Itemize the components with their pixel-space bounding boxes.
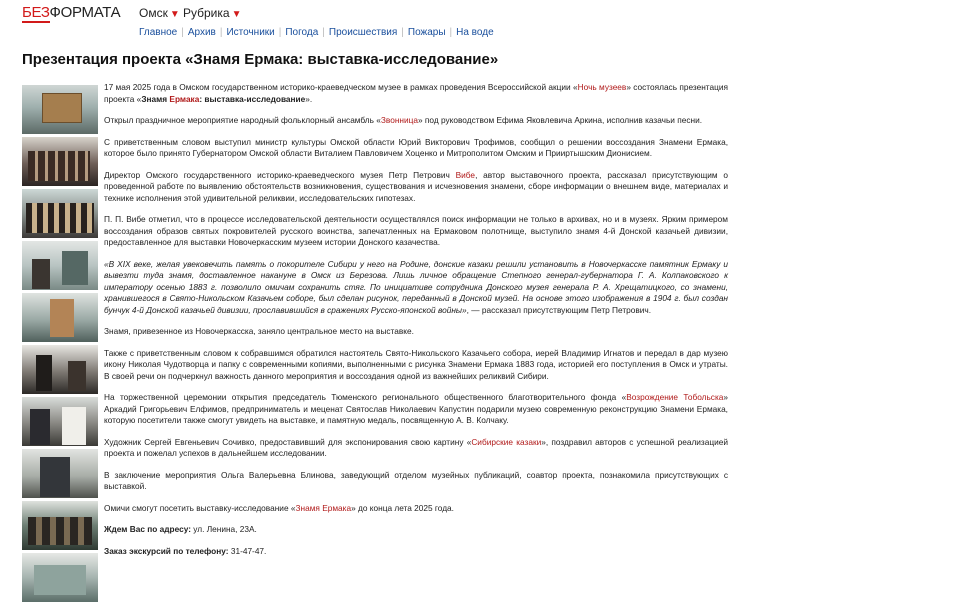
text: » под руководством Ефима Яковлевича Аркина, исполнив казачьи песни. [418,115,703,125]
phone-value: 31-47-47. [228,545,267,556]
link-zvonnitsa[interactable]: Звонница [380,115,418,125]
chevron-down-icon: ▼ [169,9,180,20]
text: , — рассказал присутствующим Петр Петрович. [466,304,652,315]
address-line [104,524,728,536]
text: : выставка-исследование [199,93,306,104]
text: Художник Сергей Евгеньевич Сочивко, предоставивший для экспонирования свою картину « [104,436,472,447]
phone-line [104,546,728,558]
text: Знамя [141,93,170,104]
photo-10[interactable] [22,553,98,602]
link-ermak[interactable]: Ермака [169,93,200,104]
nav-separator: | [278,27,282,38]
logo-part-1: БЕЗ [22,4,50,21]
paragraph-5: П. П. Вибе отметил, что в процессе исследовательской деятельности осуществлялся поиск информации не только в архивах, но и в музеях. Ярким примером воссоздания образов святых покровителей русского воинства, запечатленных на Ермаковом полотнище, выступило знамя 4-й Донской казачьей дивизии, предоставленное для выставки Новочеркасским музеем истории Донского казачества. [104,214,728,247]
photo-5[interactable] [22,293,98,342]
nav-item-archive[interactable]: Архив [187,27,216,38]
text: , автор выставочного проекта, рассказал присутствующим о проведенной работе по выявлению обстоятельств возникновения, существования и исчезновения знамени, сборе информации о внешнем виде, материалах и технике исполнения этой удивительной реликвии, исследовательских гипотезах. [104,169,728,203]
phone-label: Заказ экскурсий по телефону: [104,545,229,556]
text: » Аркадий Григорьевич Елфимов, предприниматель и меценат Святослав Николаевич Капустин подарили музею современную реконструкцию Знамени Ермака, которую посетители также смогут увидеть на выставке, и памятную медаль, посвященную А. В. Колчаку. [104,392,728,425]
photo-9[interactable] [22,501,98,550]
paragraph-8: Также с приветственным словом к собравшимся обратился настоятель Свято-Никольского Казачьего собора, иерей Владимир Игнатов и передал в дар музею икону Николая Чудотворца и папку с современными копиями, выполненными с рисунка Знамени Ермака 1883 года, историей его поступления в Омск и утраты. В своей речи он подчеркнул важность данного мероприятия и воссоздания одной из важнейших реликвий Сибири. [104,347,728,381]
photo-strip [22,85,98,605]
photo-4[interactable] [22,241,98,290]
nav-separator: | [322,27,325,38]
nav-item-incidents[interactable]: Происшествия [328,27,398,38]
photo-2[interactable] [22,137,98,186]
link-tobolsk-revival[interactable]: Возрождение Тобольска [626,392,724,402]
paragraph-4 [104,170,728,205]
text: Омичи смогут посетить выставку-исследование « [104,502,296,513]
main-nav [139,27,494,38]
link-vibe[interactable]: Вибе [455,169,476,180]
article-body [104,82,728,567]
top-bar [0,0,972,22]
paragraph-3: С приветственным словом выступил министр культуры Омской области Юрий Викторович Трофимов, сообщил о решении воссоздания Знамени Ермака, которое было принято Губернатором Омской области Виталием Павловичем Хоценко и Митрополитом Омским и Прииртышским Дионисием. [104,136,728,158]
paragraph-6 [104,259,728,317]
text: На торжественной церемонии открытия председатель Тюменского регионального общественного благотворительного фонда « [104,392,627,402]
text: », поздравил авторов с успешной реализацией проекта и пожелал успехов в дальнейшем исследовании. [104,436,728,458]
city-label: Омск [139,6,168,20]
rubric-dropdown[interactable] [183,6,241,20]
paragraph-9 [104,392,728,427]
page-title: Презентация проекта «Знамя Ермака: выставка-исследование» [22,51,499,68]
nav-item-fires[interactable]: Пожары [407,27,446,38]
address-label: Ждем Вас по адресу: [104,524,191,534]
link-ermak-banner[interactable]: Знамя Ермака [295,502,352,513]
photo-6[interactable] [22,345,98,394]
paragraph-2 [104,115,728,127]
site-logo[interactable] [22,4,120,21]
link-night-of-museums[interactable]: Ночь музеев [577,82,627,92]
paragraph-1 [104,82,728,105]
project-name [141,94,305,104]
link-siberian-cossacks[interactable]: Сибирские казаки [471,436,542,447]
paragraph-12 [104,503,728,515]
nav-separator: | [181,27,184,38]
paragraph-10 [104,437,728,460]
nav-separator: | [449,27,453,38]
address-value: ул. Ленина, 23А. [190,524,257,534]
quote: «В XIX веке, желая увековечить память о покорителе Сибири у него на Родине, донские казаки решили установить в Новочеркасске памятник Ермаку и вывезти туда знамя, доставленное накануне в Омск из Березова. Лишь личное обращение Степного генерал-губернатора Г. А. Колпаковского к императору осенью 1883 г. позволило омичам сохранить стяг. По инициативе сотрудника Донского музея генерала Р. А. Хрещатицкого, со знамени, хранившегося в Свято-Никольском Казачьем соборе, был сделан рисунок, переданный в Донской музей. На основе этого изображения в 1904 г. был создан бунчук 4-й Донской казачьей дивизии, прославившийся в сражениях Русско-японской войны» [104,258,728,315]
city-dropdown[interactable] [139,6,180,20]
paragraph-11: В заключение мероприятия Ольга Валерьевна Блинова, заведующий отделом музейных публикаций, соавтор проекта, познакомила присутствующих с выставкой. [104,469,728,491]
nav-separator: | [219,27,223,38]
chevron-down-icon: ▼ [231,9,242,20]
photo-8[interactable] [22,449,98,498]
rubric-label: Рубрика [183,6,230,20]
text: 17 мая 2025 года в Омском государственном историко-краеведческом музее в рамках проведения Всероссийской акции « [104,82,578,92]
text: ». [305,93,313,104]
photo-3[interactable] [22,189,98,238]
text: » до конца лета 2025 года. [351,502,454,513]
paragraph-7: Знамя, привезенное из Новочеркасска, заняло центральное место на выставке. [104,326,414,336]
text: Открыл праздничное мероприятие народный фольклорный ансамбль « [104,115,381,125]
nav-item-sources[interactable]: Источники [226,27,275,38]
nav-item-main[interactable]: Главное [139,27,178,38]
photo-1[interactable] [22,85,98,134]
photo-7[interactable] [22,397,98,446]
text: » состоялась презентация проекта « [104,82,729,104]
text: Директор Омского государственного историко-краеведческого музея Петр Петрович [104,169,456,180]
nav-separator: | [401,27,404,38]
logo-part-2: ФОРМАТА [49,4,121,21]
nav-item-water[interactable]: На воде [456,27,494,38]
nav-item-weather[interactable]: Погода [285,27,319,38]
